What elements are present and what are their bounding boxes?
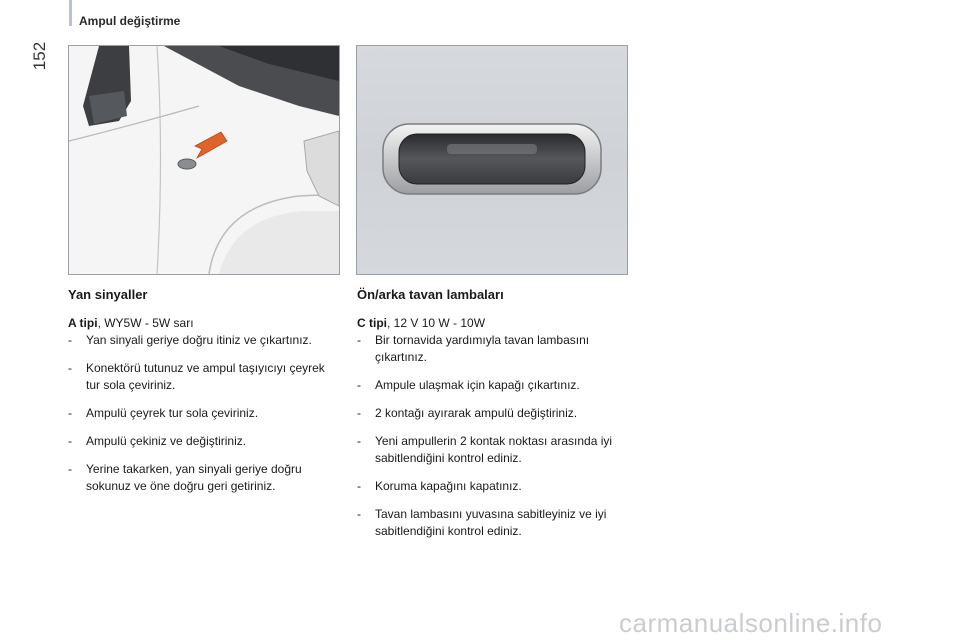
bulb-type-line xyxy=(68,315,340,332)
watermark-text: carmanualsonline.info xyxy=(619,608,883,638)
section-title-ceiling-lamps: Ön/arka tavan lambaları xyxy=(357,287,504,302)
step-item: - Yeni ampullerin 2 kontak noktası arasında iyi sabitlendiğini kontrol ediniz. xyxy=(357,433,629,467)
step-item: - Yan sinyali geriye doğru itiniz ve çıkartınız. xyxy=(68,332,340,349)
bulb-type-line xyxy=(357,315,629,332)
ceiling-lamps-section xyxy=(357,286,629,551)
bulb-type-label: A tipi xyxy=(68,316,98,330)
step-item: - Ampulü çeyrek tur sola çeviriniz. xyxy=(68,405,340,422)
van-fender-drawing xyxy=(69,46,339,274)
step-item: - Ampule ulaşmak için kapağı çıkartınız. xyxy=(357,377,629,394)
ceiling-lamp-drawing xyxy=(357,46,627,274)
page-number: 152 xyxy=(30,41,49,71)
page-header-title: Ampul değiştirme xyxy=(79,14,181,28)
step-item: - Tavan lambasını yuvasına sabitleyiniz ve iyi sabitlendiğini kontrol ediniz. xyxy=(357,506,629,540)
bulb-type-spec: , 12 V 10 W - 10W xyxy=(387,316,486,330)
step-item: - Bir tornavida yardımıyla tavan lambasını çıkartınız. xyxy=(357,332,629,366)
side-indicators-section xyxy=(68,286,340,506)
bulb-type-label: C tipi xyxy=(357,316,387,330)
step-item: - Koruma kapağını kapatınız. xyxy=(357,478,629,495)
step-item: - Ampulü çekiniz ve değiştiriniz. xyxy=(68,433,340,450)
header-accent-bar xyxy=(69,0,72,26)
step-item: - Yerine takarken, yan sinyali geriye doğru sokunuz ve öne doğru geri getiriniz. xyxy=(68,461,340,495)
step-item: - Konektörü tutunuz ve ampul taşıyıcıyı çeyrek tur sola çeviriniz. xyxy=(68,360,340,394)
bulb-type-spec: , WY5W - 5W sarı xyxy=(97,316,194,330)
side-indicator-illustration xyxy=(68,45,340,275)
ceiling-lamp-illustration xyxy=(356,45,628,275)
section-title-side-indicators: Yan sinyaller xyxy=(68,287,148,302)
step-item: - 2 kontağı ayırarak ampulü değiştiriniz. xyxy=(357,405,629,422)
